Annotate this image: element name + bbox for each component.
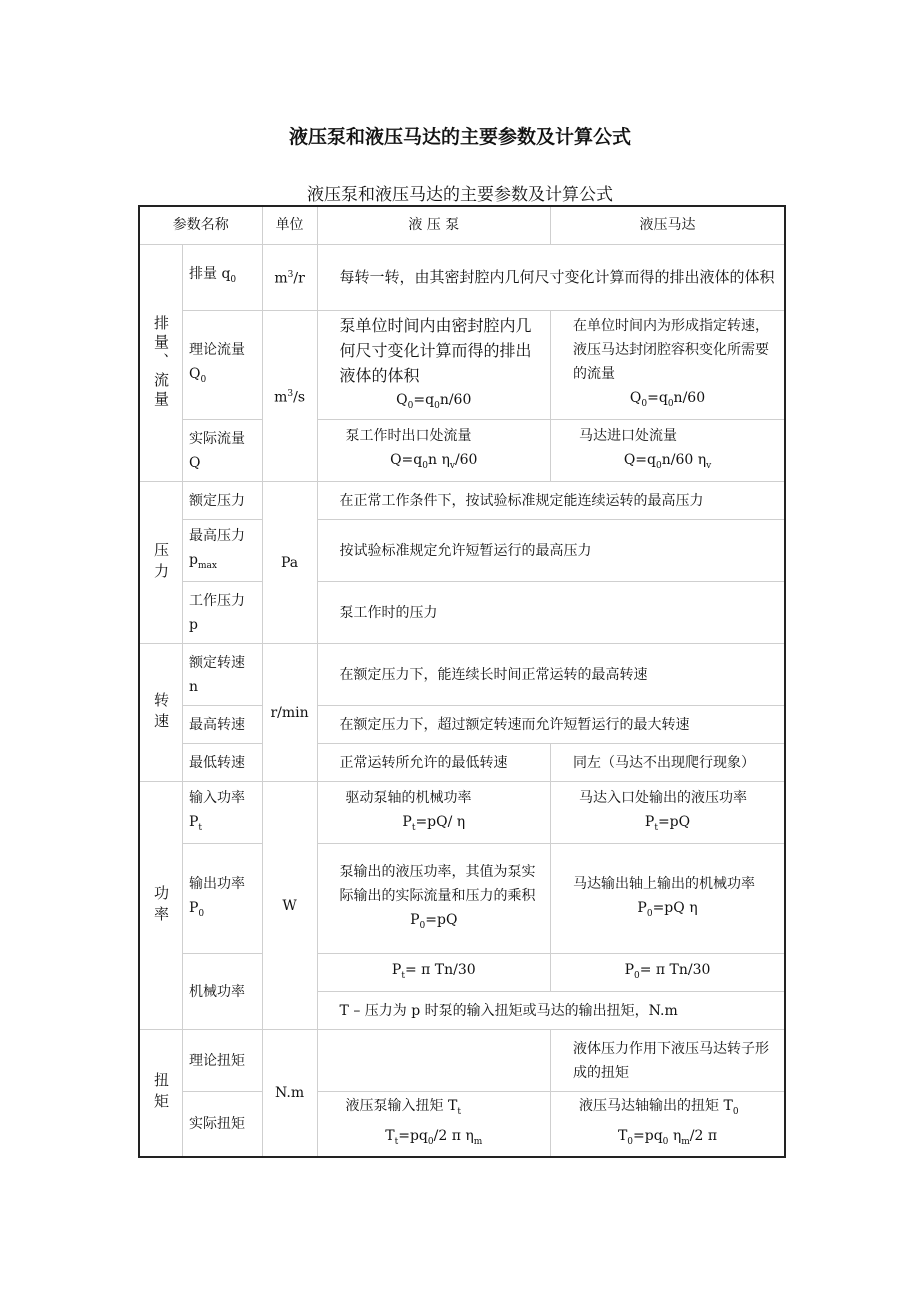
param-output-power: 输出功率 $P_0$ [183, 844, 263, 954]
table-row [139, 582, 785, 644]
unit-power: W [262, 782, 317, 1030]
table-row [139, 244, 785, 310]
desc-max-pressure: 按试验标准规定允许短暂运行的最高压力 [317, 520, 785, 582]
category-pressure: 压力 [139, 482, 183, 644]
category-displacement-flow: 排量、流量 [139, 244, 183, 482]
param-rated-pressure: 额定压力 [183, 482, 263, 520]
pump-actual-flow: 泵工作时出口处流量 $Q=q_0n$ $\eta_v/60$ [317, 420, 550, 482]
table-row [139, 954, 785, 992]
table-row [139, 844, 785, 954]
table-row [139, 744, 785, 782]
unit-displacement: $m^3/r$ [262, 244, 317, 310]
table-row [139, 1092, 785, 1157]
unit-speed: r/min [262, 644, 317, 782]
param-actual-torque: 实际扭矩 [183, 1092, 263, 1157]
table-row [139, 482, 785, 520]
table-row [139, 706, 785, 744]
torque-note: T – 压力为 p 时泵的输入扭矩或马达的输出扭矩，N.m [317, 992, 785, 1030]
table-row [139, 520, 785, 582]
pump-theoretical-flow: 泵单位时间内由密封腔内几何尺寸变化计算而得的排出液体的体积 $Q_0=q_0n/60$ [317, 310, 550, 420]
pump-input-power: 驱动泵轴的机械功率 $P_t=pQ/$ η [317, 782, 550, 844]
parameters-table [138, 205, 786, 1158]
desc-rated-pressure: 在正常工作条件下，按试验标准规定能连续运转的最高压力 [317, 482, 785, 520]
param-rated-speed: 额定转速 n [183, 644, 263, 706]
desc-working-pressure: 泵工作时的压力 [317, 582, 785, 644]
pump-actual-torque: 液压泵输入扭矩 $T_t$ $T_t=pq_0/2$ π $\eta_m$ [317, 1092, 550, 1157]
pump-theoretical-torque [317, 1030, 550, 1092]
table-row [139, 420, 785, 482]
param-input-power: 输入功率 $P_t$ [183, 782, 263, 844]
table-caption: 液压泵和液压马达的主要参数及计算公式 [307, 185, 613, 205]
motor-theoretical-torque: 液体压力作用下液压马达转子形成的扭矩 [551, 1030, 785, 1092]
header-motor: 液压马达 [551, 206, 785, 244]
param-mechanical-power: 机械功率 [183, 954, 263, 1030]
header-unit: 单位 [262, 206, 317, 244]
unit-torque: N.m [262, 1030, 317, 1157]
param-displacement: 排量 $q_0$ [183, 244, 263, 310]
param-max-speed: 最高转速 [183, 706, 263, 744]
header-row [139, 206, 785, 244]
category-power: 功率 [139, 782, 183, 1030]
motor-output-power: 马达输出轴上输出的机械功率 $P_0=pQ$ η [551, 844, 785, 954]
pump-output-power: 泵输出的液压功率，其值为泵实际输出的实际流量和压力的乘积 $P_0=pQ$ [317, 844, 550, 954]
motor-input-power: 马达入口处输出的液压功率 $P_t=pQ$ [551, 782, 785, 844]
unit-pressure: Pa [262, 482, 317, 644]
param-min-speed: 最低转速 [183, 744, 263, 782]
category-speed: 转速 [139, 644, 183, 782]
header-pump: 液 压 泵 [317, 206, 550, 244]
motor-actual-torque: 液压马达轴输出的扭矩 $T_0$ $T_0=pq_0$ $\eta_m/2$ π [551, 1092, 785, 1157]
header-param: 参数名称 [139, 206, 262, 244]
table-row [139, 1030, 785, 1092]
motor-theoretical-flow: 在单位时间内为形成指定转速，液压马达封闭腔容积变化所需要的流量 $Q_0=q_0n/60$ [551, 310, 785, 420]
page-title: 液压泵和液压马达的主要参数及计算公式 [288, 126, 631, 148]
param-theoretical-flow: 理论流量 $Q_0$ [183, 310, 263, 420]
desc-displacement: 每转一转，由其密封腔内几何尺寸变化计算而得的排出液体的体积 [317, 244, 785, 310]
motor-min-speed: 同左（马达不出现爬行现象） [551, 744, 785, 782]
pump-min-speed: 正常运转所允许的最低转速 [317, 744, 550, 782]
param-max-pressure: 最高压力 $p_{max}$ [183, 520, 263, 582]
motor-mechanical-power: $P_0= \pi$ Tn/30 [551, 954, 785, 992]
param-actual-flow: 实际流量 Q [183, 420, 263, 482]
param-theoretical-torque: 理论扭矩 [183, 1030, 263, 1092]
unit-flow: $m^3/s$ [262, 310, 317, 482]
desc-max-speed: 在额定压力下，超过额定转速而允许短暂运行的最大转速 [317, 706, 785, 744]
table-row [139, 782, 785, 844]
pump-mechanical-power: $P_t= \pi$ Tn/30 [317, 954, 550, 992]
param-working-pressure: 工作压力 p [183, 582, 263, 644]
motor-actual-flow: 马达进口处流量 $Q=q_0n/60$ $\eta_v$ [551, 420, 785, 482]
desc-rated-speed: 在额定压力下，能连续长时间正常运转的最高转速 [317, 644, 785, 706]
category-torque: 扭矩 [139, 1030, 183, 1157]
table-row [139, 644, 785, 706]
table-row [139, 310, 785, 420]
